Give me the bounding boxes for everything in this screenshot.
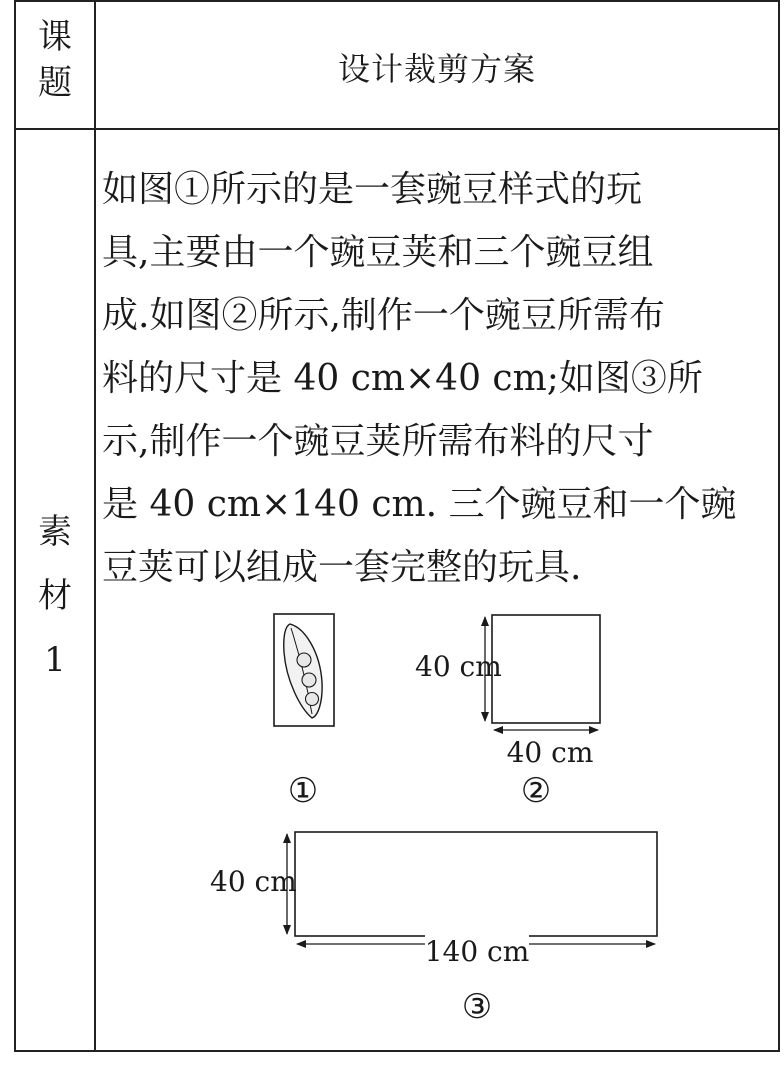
paragraph-line: 如图①所示的是一套豌豆样式的玩 — [102, 169, 643, 210]
figure-3-height-label: 40 cm — [210, 865, 297, 898]
figure-2-height-label: 40 cm — [415, 650, 502, 683]
figure-2-rect — [492, 615, 600, 723]
figure-3-rect — [295, 832, 657, 936]
figure-1-caption: ① — [287, 771, 319, 811]
paragraph-line: 料的尺寸是 40 cm×40 cm;如图③所 — [102, 358, 703, 399]
figure-2-caption: ② — [520, 771, 552, 811]
material-label-line2: 材 — [38, 576, 72, 616]
figure-1-peapod — [274, 614, 334, 726]
figure-3-width-label: 140 cm — [424, 935, 530, 968]
paragraph-line: 豆荚可以组成一套完整的玩具. — [102, 547, 582, 588]
peapod-icon — [284, 624, 322, 718]
figure-2-width-label: 40 cm — [506, 736, 594, 769]
page-title: 设计裁剪方案 — [337, 50, 536, 88]
topic-label-line2: 题 — [38, 63, 72, 103]
paragraph-line: 是 40 cm×140 cm. 三个豌豆和一个豌 — [102, 484, 737, 525]
topic-label-line1: 课 — [38, 17, 72, 57]
material-label-line1: 素 — [38, 512, 72, 552]
figure-3-caption: ③ — [461, 987, 493, 1027]
paragraph-line: 具,主要由一个豌豆荚和三个豌豆组 — [102, 232, 654, 273]
material-label-line3: 1 — [44, 640, 66, 680]
paragraph-line: 成.如图②所示,制作一个豌豆所需布 — [102, 295, 665, 336]
paragraph-line: 示,制作一个豌豆荚所需布料的尺寸 — [102, 421, 654, 462]
figure-2-square — [485, 615, 600, 730]
